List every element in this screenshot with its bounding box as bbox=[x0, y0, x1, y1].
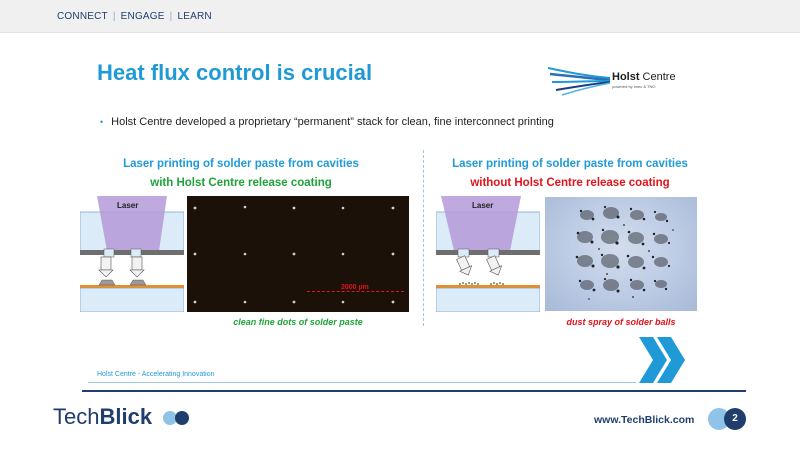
footer-note: Holst Centre - Accelerating Innovation bbox=[97, 371, 215, 378]
clean-dots-pattern bbox=[187, 196, 409, 312]
logo-wordmark: Holst Centre bbox=[612, 71, 676, 83]
left-caption-line2: with Holst Centre release coating bbox=[150, 177, 332, 189]
nav-learn[interactable]: LEARN bbox=[177, 11, 212, 22]
website-link[interactable]: www.TechBlick.com bbox=[594, 414, 695, 426]
top-nav bbox=[57, 11, 212, 22]
left-subcaption: clean fine dots of solder paste bbox=[233, 317, 363, 327]
panel-divider bbox=[423, 150, 424, 326]
right-laser-schematic bbox=[436, 196, 540, 312]
bullet-text: Holst Centre developed a proprietary “permanent” stack for clean, fine interconnect printing bbox=[111, 116, 554, 128]
dust-spray-pattern bbox=[545, 197, 697, 311]
left-micrograph bbox=[187, 196, 409, 312]
slide-title: Heat flux control is crucial bbox=[97, 60, 373, 85]
right-subcaption: dust spray of solder balls bbox=[566, 317, 676, 327]
double-chevron-icon[interactable] bbox=[637, 335, 687, 385]
left-caption-line1: Laser printing of solder paste from cavities bbox=[123, 158, 359, 170]
page-number: 2 bbox=[724, 408, 746, 430]
scale-bar bbox=[307, 291, 404, 292]
nav-separator: | bbox=[112, 11, 116, 22]
nav-connect[interactable]: CONNECT bbox=[57, 11, 108, 22]
right-caption-line1: Laser printing of solder paste from cavities bbox=[452, 158, 688, 170]
footer-rule-light bbox=[88, 382, 636, 383]
left-laser-label: Laser bbox=[117, 201, 139, 210]
swoosh-icon bbox=[548, 62, 612, 96]
nav-separator: | bbox=[169, 11, 173, 22]
techblick-logo: TechBlick bbox=[53, 404, 153, 429]
bullet-point bbox=[100, 116, 554, 128]
scale-bar-label: 2000 µm bbox=[341, 284, 369, 291]
top-bar bbox=[0, 0, 800, 33]
footer-rule-dark bbox=[82, 390, 746, 392]
left-laser-schematic bbox=[80, 196, 184, 312]
logo-tagline: powered by imec & TNO bbox=[612, 84, 656, 89]
right-micrograph bbox=[545, 197, 697, 311]
nav-engage[interactable]: ENGAGE bbox=[120, 11, 165, 22]
right-laser-label: Laser bbox=[472, 201, 494, 210]
bullet-dot-icon: • bbox=[100, 117, 104, 127]
holst-centre-logo bbox=[548, 62, 688, 96]
techblick-dots-icon bbox=[162, 409, 192, 427]
right-caption-line2: without Holst Centre release coating bbox=[470, 177, 670, 189]
